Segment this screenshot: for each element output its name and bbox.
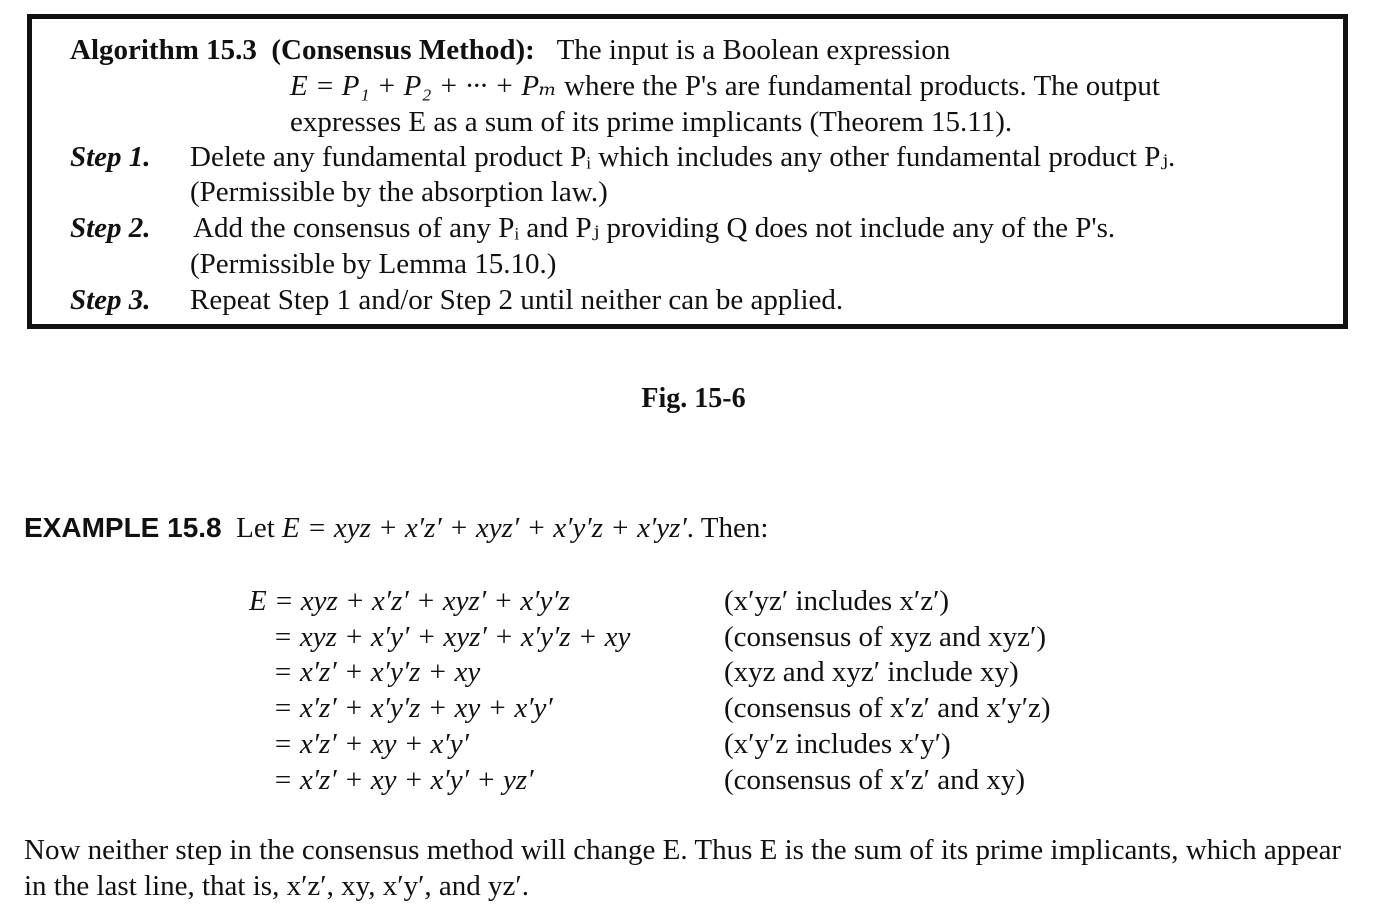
conclusion-line1: Now neither step in the consensus method will change E. Thus E is the sum of its prime implicants, which appear xyxy=(24,834,1342,866)
example-intro-a: Let xyxy=(236,512,275,544)
algorithm-line2-math: E = P₁ + P₂ + ··· + Pₘ xyxy=(290,70,557,102)
algorithm-label: Algorithm 15.3 xyxy=(70,34,257,66)
step-3-label: Step 3. xyxy=(70,284,151,316)
example-label: EXAMPLE 15.8 xyxy=(24,512,222,543)
algorithm-header xyxy=(70,36,950,65)
conclusion-line2: in the last line, that is, x′z′, xy, x′y′, and yz′. xyxy=(24,870,530,902)
derivation-expr-1: = xyz + x′y′ + xyz′ + x′y′z + xy xyxy=(273,621,631,653)
algorithm-line2-text: where the P's are fundamental products. The output xyxy=(564,70,1160,102)
algorithm-line2 xyxy=(290,72,1160,101)
step-1-line1: Delete any fundamental product Pᵢ which includes any other fundamental product Pⱼ. xyxy=(190,141,1176,173)
derivation-expr-2: = x′z′ + x′y′z + xy xyxy=(273,656,481,688)
derivation-reason-0: (x′yz′ includes x′z′) xyxy=(724,585,950,617)
step-2-line1: Add the consensus of any Pᵢ and Pⱼ providing Q does not include any of the P's. xyxy=(193,212,1116,244)
algorithm-line3: expresses E as a sum of its prime implicants (Theorem 15.11). xyxy=(290,106,1013,138)
derivation-reason-2: (xyz and xyz′ include xy) xyxy=(724,656,1019,688)
derivation-reason-3: (consensus of x′z′ and x′y′z) xyxy=(724,692,1051,724)
derivation-reason-1: (consensus of xyz and xyz′) xyxy=(724,621,1047,653)
derivation-reason-4: (x′y′z includes x′y′) xyxy=(724,728,951,760)
algorithm-name: (Consensus Method): xyxy=(271,34,535,66)
step-3 xyxy=(70,286,151,315)
example-intro xyxy=(24,514,768,543)
step-1 xyxy=(70,143,151,172)
example-intro-b: . Then: xyxy=(686,512,769,544)
step-1-label: Step 1. xyxy=(70,141,151,173)
step-2-label: Step 2. xyxy=(70,212,151,244)
step-3-line1: Repeat Step 1 and/or Step 2 until neither can be applied. xyxy=(190,284,844,316)
example-intro-math: E = xyz + x′z′ + xyz′ + x′y′z + x′yz′ xyxy=(282,512,687,544)
step-2-line2: (Permissible by Lemma 15.10.) xyxy=(190,248,557,280)
derivation-reason-5: (consensus of x′z′ and xy) xyxy=(724,764,1026,796)
derivation-expr-0: E = xyz + x′z′ + xyz′ + x′y′z xyxy=(249,585,570,617)
algorithm-line1: The input is a Boolean expression xyxy=(556,34,951,66)
derivation-expr-4: = x′z′ + xy + x′y′ xyxy=(273,728,469,760)
derivation-expr-3: = x′z′ + x′y′z + xy + x′y′ xyxy=(273,692,553,724)
step-1-line2: (Permissible by the absorption law.) xyxy=(190,176,608,208)
figure-caption: Fig. 15-6 xyxy=(641,383,746,414)
derivation-expr-5: = x′z′ + xy + x′y′ + yz′ xyxy=(273,764,534,796)
step-2 xyxy=(70,214,151,243)
